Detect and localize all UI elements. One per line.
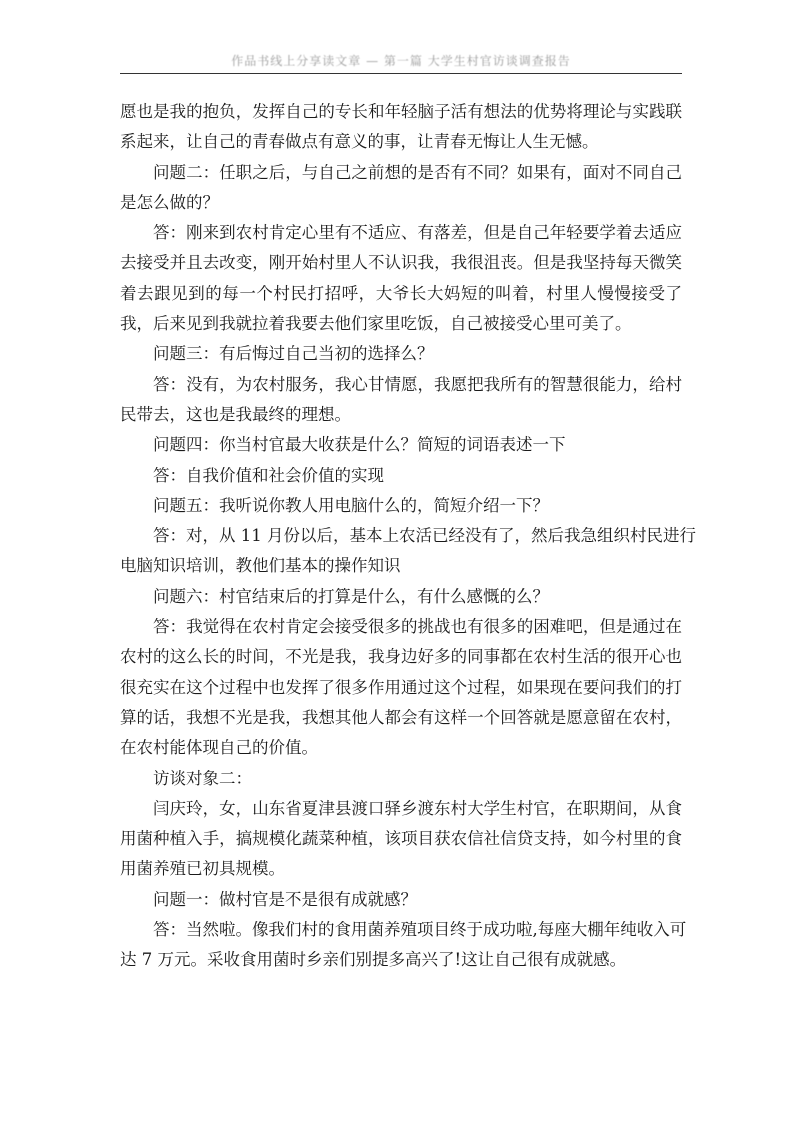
text-line: 很充实在这个过程中也发挥了很多作用通过这个过程，如果现在要问我们的打 [120,677,682,697]
text-line: 闫庆玲，女，山东省夏津县渡口驿乡渡东村大学生村官，在职期间，从食 [153,798,682,818]
text-line: 系起来，让自己的青春做点有意义的事，让青春无悔让人生无憾。 [120,132,599,152]
text-line: 愿也是我的抱负，发挥自己的专长和年轻脑子活有想法的优势将理论与实践联 [120,102,682,121]
text-line: 在农村能体现自己的价值。 [120,738,318,758]
body-text [120,97,696,976]
text-line: 问题二：任职之后，与自己之前想的是否有不同？如果有，面对不同自己 [153,162,682,182]
text-line: 问题一：做村官是不是很有成就感？ [153,889,417,909]
text-line: 去接受并且去改变，刚开始村里人不认识我，我很沮丧。但是我坚持每天微笑 [120,253,682,273]
text-line: 问题六：村官结束后的打算是什么，有什么感慨的么？ [153,586,549,606]
paragraph [120,612,682,763]
text-line: 着去跟见到的每一个村民打招呼，大爷长大妈短的叫着，村里人慢慢接受了 [120,283,682,303]
text-line: 民带去，这也是我最终的理想。 [120,404,351,424]
text-line: 问题四：你当村官最大收获是什么？简短的词语表述一下 [153,435,566,455]
text-line: 答：没有，为农村服务，我心甘情愿，我愿把我所有的智慧很能力，给村 [153,374,682,394]
paragraph [120,97,682,158]
text-line: 答：自我价值和社会价值的实现 [153,465,384,485]
paragraph [120,794,682,885]
text-line: 农村的这么长的时间，不光是我，我身边好多的同事都在农村生活的很开心也 [120,647,682,667]
paragraph [120,915,687,976]
text-line: 问题三：有后悔过自己当初的选择么？ [153,344,434,364]
text-line: 是怎么做的？ [120,192,219,212]
paragraph [120,218,682,339]
paragraph [120,430,682,460]
text-line: 算的话，我想不光是我，我想其他人都会有这样一个回答就是愿意留在农村， [120,707,682,727]
paragraph [120,885,682,915]
text-line: 答：我觉得在农村肯定会接受很多的挑战也有很多的困难吧，但是通过在 [153,617,682,637]
paragraph [120,764,682,794]
text-line: 我，后来见到我就拉着我要去他们家里吃饭，自己被接受心里可美了。 [120,314,632,334]
paragraph [120,339,682,369]
text-line: 电脑知识培训，教他们基本的操作知识 [120,556,401,576]
text-line: 用菌种植入手，搞规模化蔬菜种植，该项目获农信社信贷支持，如今村里的食 [120,829,682,849]
text-line: 答：对，从 11 月份以后，基本上农活已经没有了，然后我急组织村民进行 [153,526,696,546]
text-line: 答：刚来到农村肯定心里有不适应、有落差，但是自己年轻要学着去适应 [153,223,682,243]
paragraph [120,521,696,582]
paragraph [120,158,682,219]
paragraph [120,461,682,491]
paragraph [120,582,682,612]
text-line: 用菌养殖已初具规模。 [120,859,285,879]
text-line: 访谈对象二： [153,768,252,788]
text-line: 答：当然啦。像我们村的食用菌养殖项目终于成功啦,每座大棚年纯收入可 [153,920,687,940]
paragraph [120,491,682,521]
text-line: 问题五：我听说你教人用电脑什么的，简短介绍一下？ [153,495,549,515]
running-header: 作品书线上分享读文章 — 第一篇 大学生村官访谈调查报告 [231,54,571,68]
paragraph [120,370,682,431]
header-rule [120,73,682,74]
text-line: 达 7 万元。采收食用菌时乡亲们别提多高兴了!这让自己很有成就感。 [120,950,627,970]
